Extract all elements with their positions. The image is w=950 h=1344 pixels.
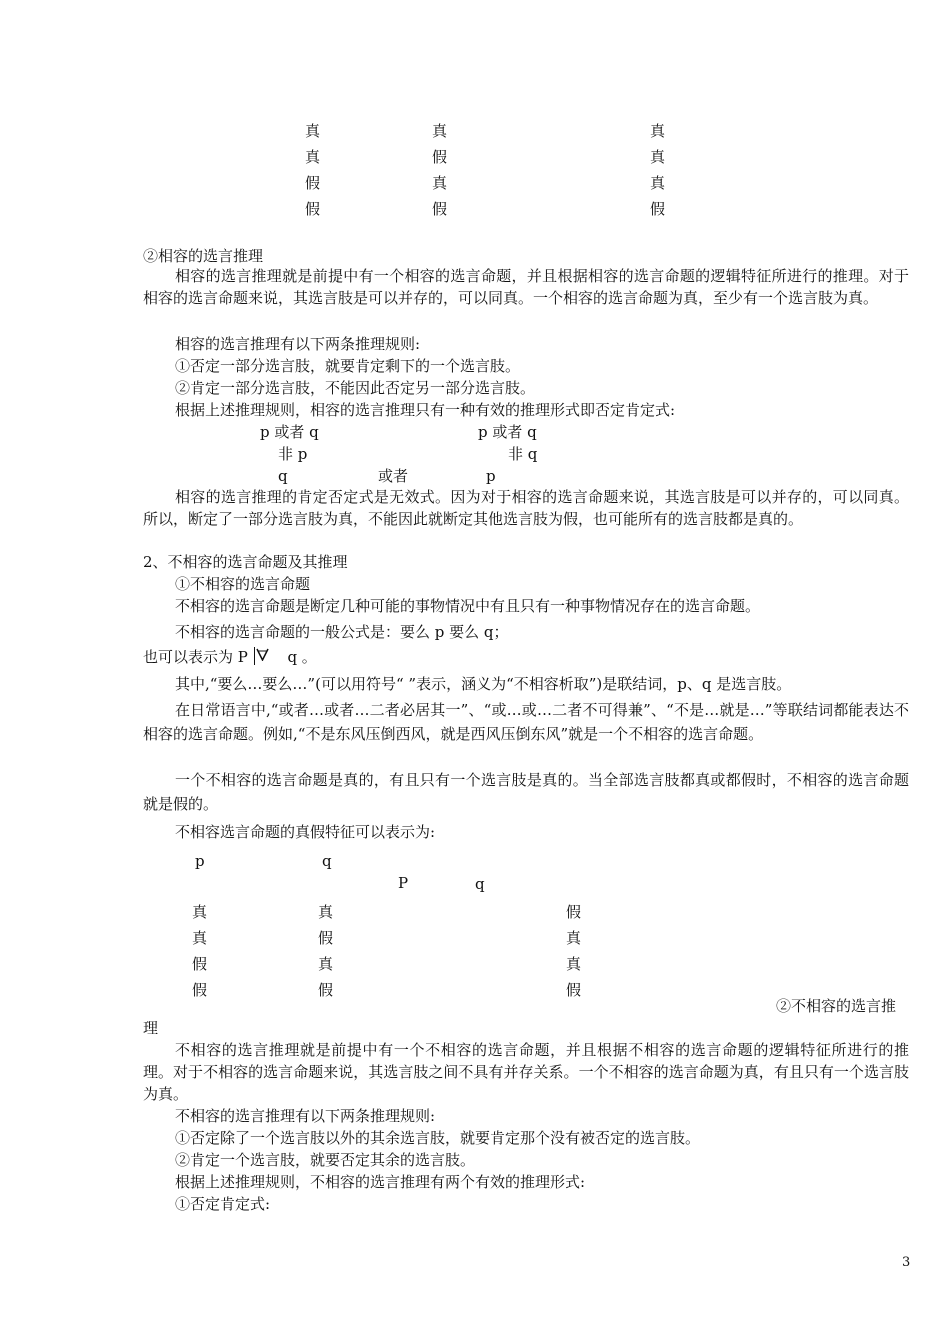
table-cell: 假 xyxy=(305,200,321,218)
table-header: q xyxy=(475,875,485,893)
section-heading: 2、不相容的选言命题及其推理 xyxy=(143,553,348,571)
text-line: 根据上述推理规则，不相容的选言推理有两个有效的推理形式: xyxy=(175,1173,586,1191)
text-line: 不相容的选言命题是断定几种可能的事物情况中有且只有一种事物情况存在的选言命题。 xyxy=(175,597,761,615)
conclusion: p xyxy=(486,467,496,485)
paragraph: 相容的选言推理就是前提中有一个相容的选言命题，并且根据相容的选言命题的逻辑特征所进行的推理。对于相容的选言命题来说，其选言肢是可以并存的，可以同真。一个相容的选言命题为真，至少有一个选言肢为真。 xyxy=(143,267,909,307)
table-cell: 假 xyxy=(566,981,582,999)
text-line: ①否定肯定式: xyxy=(175,1195,271,1213)
table-cell: 真 xyxy=(432,174,448,192)
table-cell: 假 xyxy=(192,981,208,999)
text-line: 根据上述推理规则，相容的选言推理只有一种有效的推理形式即否定肯定式: xyxy=(175,401,676,419)
symbol-line xyxy=(143,647,317,667)
subsection-heading: ②不相容的选言推 xyxy=(776,997,897,1015)
table-cell: 假 xyxy=(318,981,334,999)
table-cell: 真 xyxy=(318,903,334,921)
table-cell: 假 xyxy=(432,200,448,218)
table-cell: 假 xyxy=(432,148,448,166)
xor-symbol-icon xyxy=(253,647,269,665)
rule-item: ②肯定一个选言肢，就要否定其余的选言肢。 xyxy=(175,1151,476,1169)
premise: p 或者 q xyxy=(260,423,319,441)
table-header: P xyxy=(398,874,409,892)
symbol-prefix: 也可以表示为 P xyxy=(143,648,248,666)
premise: p 或者 q xyxy=(478,423,537,441)
table-cell: 真 xyxy=(318,955,334,973)
table-cell: 真 xyxy=(650,122,666,140)
table-cell: 真 xyxy=(566,929,582,947)
page-number: 3 xyxy=(902,1255,911,1270)
table-cell: 真 xyxy=(305,148,321,166)
table-cell: 真 xyxy=(432,122,448,140)
rule-item: ②肯定一部分选言肢，不能因此否定另一部分选言肢。 xyxy=(175,379,536,397)
table-cell: 假 xyxy=(566,903,582,921)
subsection-heading: ①不相容的选言命题 xyxy=(175,575,311,593)
text-line: 相容的选言推理有以下两条推理规则: xyxy=(175,335,421,353)
text-line: 不相容的选言推理有以下两条推理规则: xyxy=(175,1107,436,1125)
paragraph: 一个不相容的选言命题是真的，有且只有一个选言肢是真的。当全部选言肢都真或都假时，不相容的选言命题就是假的。 xyxy=(143,771,909,813)
table-cell: 真 xyxy=(650,174,666,192)
table-cell: 假 xyxy=(305,174,321,192)
negation: 非 p xyxy=(278,445,308,463)
negation: 非 q xyxy=(508,445,538,463)
table-header: p xyxy=(195,852,205,870)
conclusion: q xyxy=(278,467,288,485)
text-line: 其中,“要么…要么…”(可以用符号“ ”表示，涵义为“不相容析取”)是联结词，p、q 是选言肢。 xyxy=(175,675,792,693)
text-line: 不相容选言命题的真假特征可以表示为: xyxy=(175,823,436,841)
section-heading: ②相容的选言推理 xyxy=(143,247,264,265)
symbol-suffix: q 。 xyxy=(287,648,317,666)
table-cell: 假 xyxy=(318,929,334,947)
rule-item: ①否定一部分选言肢，就要肯定剩下的一个选言肢。 xyxy=(175,357,521,375)
text-line: 不相容的选言命题的一般公式是：要么 p 要么 q； xyxy=(175,623,509,641)
paragraph: 相容的选言推理的肯定否定式是无效式。因为对于相容的选言命题来说，其选言肢是可以并存的，可以同真。所以，断定了一部分选言肢为真，不能因此就断定其他选言肢为假，也可能所有的选言肢都是真的。 xyxy=(143,488,909,528)
subsection-heading-cont: 理 xyxy=(143,1019,159,1037)
table-cell: 真 xyxy=(192,903,208,921)
table-cell: 真 xyxy=(192,929,208,947)
connector: 或者 xyxy=(378,467,409,485)
table-header: q xyxy=(322,852,332,870)
paragraph: 在日常语言中,“或者…或者…二者必居其一”、“或…或…二者不可得兼”、“不是…就是…”等联结词都能表达不相容的选言命题。例如,“不是东风压倒西风，就是西风压倒东风”就是一个不相容的选言命题。 xyxy=(143,701,909,743)
table-cell: 假 xyxy=(650,200,666,218)
paragraph: 不相容的选言推理就是前提中有一个不相容的选言命题，并且根据不相容的选言命题的逻辑特征所进行的推理。对于不相容的选言命题来说，其选言肢之间不具有并存关系。一个不相容的选言命题为真，有且只有一个选言肢为真。 xyxy=(143,1041,909,1103)
table-cell: 假 xyxy=(192,955,208,973)
table-cell: 真 xyxy=(650,148,666,166)
rule-item: ①否定除了一个选言肢以外的其余选言肢，就要肯定那个没有被否定的选言肢。 xyxy=(175,1129,701,1147)
table-cell: 真 xyxy=(305,122,321,140)
table-cell: 真 xyxy=(566,955,582,973)
